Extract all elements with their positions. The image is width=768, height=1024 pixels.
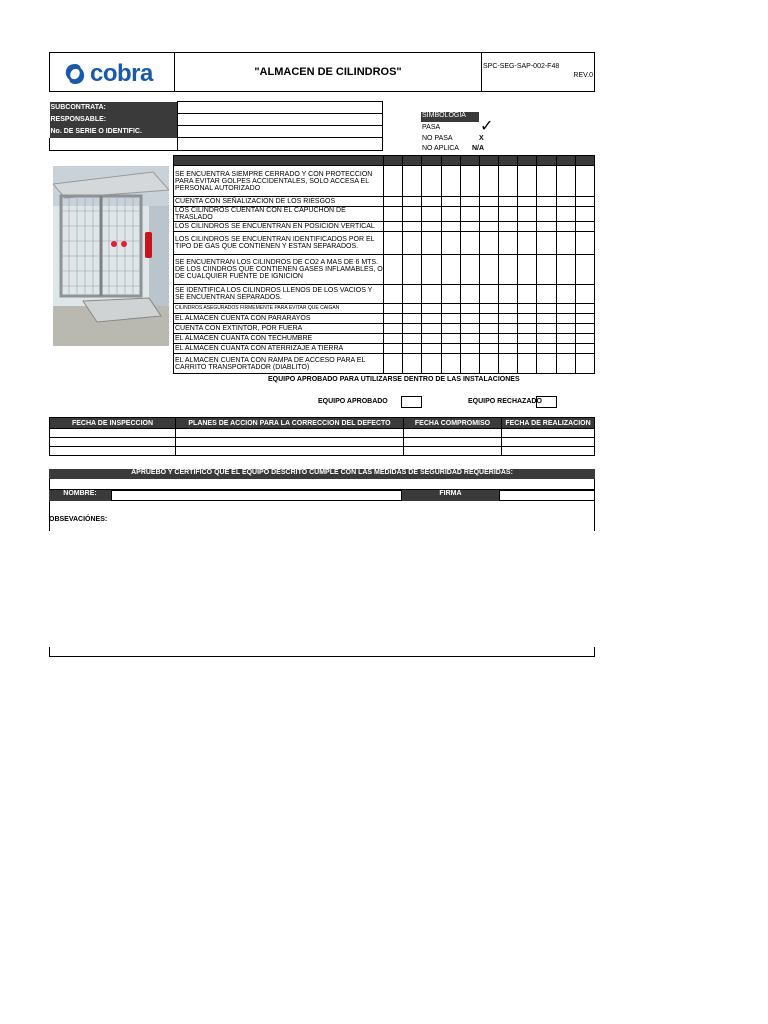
checklist-row [174, 334, 595, 344]
checklist-mark-cell[interactable] [556, 232, 575, 255]
col-fecha-compromiso: FECHA COMPROMISO [404, 418, 502, 429]
checklist-mark-cell[interactable] [422, 354, 441, 374]
checklist-mark-cell[interactable] [537, 334, 556, 344]
checklist-mark-cell[interactable] [384, 354, 403, 374]
legend-pasa: PASA [422, 124, 441, 131]
checklist-mark-cell[interactable] [384, 314, 403, 324]
checklist-mark-cell[interactable] [384, 197, 403, 207]
checklist-question: CILINDROS ASEGURADOS FIRMEMENTE PARA EVITAR QUE CAIGAN [174, 304, 384, 314]
checklist-mark-cell[interactable] [537, 344, 556, 354]
logo [50, 53, 175, 91]
checklist-mark-cell[interactable] [460, 354, 479, 374]
checklist-mark-cell[interactable] [479, 354, 498, 374]
observaciones-box[interactable] [49, 501, 595, 531]
checklist-mark-cell[interactable] [499, 354, 518, 374]
certify-statement: APRUEBO Y CERTIFICO QUE EL EQUIPO DESCRITO CUMPLE CON LAS MEDIDAS DE SEGURIDAD REQUERIDAS: [49, 469, 595, 479]
cell[interactable] [502, 438, 595, 447]
checklist-mark-cell[interactable] [422, 166, 441, 197]
checklist-header-cell [537, 156, 556, 166]
checklist-mark-cell[interactable] [403, 166, 422, 197]
checklist-mark-cell[interactable] [556, 222, 575, 232]
checklist-mark-cell[interactable] [537, 197, 556, 207]
checklist-mark-cell[interactable] [403, 304, 422, 314]
checklist-mark-cell[interactable] [422, 314, 441, 324]
checklist-mark-cell[interactable] [537, 222, 556, 232]
checklist-question: LOS CILINDROS CUENTAN CON EL CAPUCHON DE TRASLADO [174, 207, 384, 222]
cell[interactable] [50, 429, 176, 438]
checklist-mark-cell[interactable] [575, 304, 594, 314]
check-icon: ✓ [480, 118, 494, 135]
checklist-mark-cell[interactable] [556, 166, 575, 197]
checklist-mark-cell[interactable] [479, 344, 498, 354]
certify-blank-row [49, 479, 595, 490]
checklist-mark-cell[interactable] [575, 324, 594, 334]
checklist-mark-cell[interactable] [518, 324, 537, 334]
checklist-mark-cell[interactable] [499, 255, 518, 285]
checklist-header-cell [479, 156, 498, 166]
checklist-question: EL ALMACEN CUENTA CON RAMPA DE ACCESO PARA EL CARRITO TRANSPORTADOR (DIABLITO) [174, 354, 384, 374]
revision: REV.0 [573, 72, 593, 79]
legend-no-aplica-symbol: N/A [472, 145, 485, 152]
checklist-mark-cell[interactable] [460, 304, 479, 314]
checklist-mark-cell[interactable] [441, 285, 460, 304]
checklist-mark-cell[interactable] [518, 334, 537, 344]
checklist-mark-cell[interactable] [441, 344, 460, 354]
action-plan-table [49, 417, 595, 456]
cylinder-storage-photo [53, 166, 169, 346]
checklist-mark-cell[interactable] [460, 324, 479, 334]
checklist-mark-cell[interactable] [499, 222, 518, 232]
doc-code-box [481, 53, 594, 91]
checklist-mark-cell[interactable] [441, 304, 460, 314]
checklist-mark-cell[interactable] [479, 334, 498, 344]
checklist-mark-cell[interactable] [384, 285, 403, 304]
checklist-mark-cell[interactable] [422, 232, 441, 255]
blank-field[interactable] [177, 138, 383, 151]
checklist-mark-cell[interactable] [518, 344, 537, 354]
checklist-mark-cell[interactable] [479, 324, 498, 334]
checklist-header-cell [441, 156, 460, 166]
checklist-row [174, 304, 595, 314]
observaciones-label: OBSEVACIÓNES: [49, 516, 108, 523]
checklist-mark-cell[interactable] [537, 314, 556, 324]
checklist-mark-cell[interactable] [479, 314, 498, 324]
checklist-mark-cell[interactable] [575, 166, 594, 197]
checklist-mark-cell[interactable] [575, 232, 594, 255]
checklist-mark-cell[interactable] [556, 314, 575, 324]
checklist-mark-cell[interactable] [403, 334, 422, 344]
checklist-row [174, 285, 595, 304]
company-name: cobra [90, 60, 153, 87]
checklist-mark-cell[interactable] [518, 314, 537, 324]
checklist-mark-cell[interactable] [499, 314, 518, 324]
firma-field[interactable] [499, 490, 595, 501]
serie-label: No. DE SERIE O IDENTIFIC. [50, 126, 178, 138]
checklist-mark-cell[interactable] [556, 304, 575, 314]
checklist-mark-cell[interactable] [575, 285, 594, 304]
checklist-mark-cell[interactable] [384, 255, 403, 285]
checklist-mark-cell[interactable] [403, 222, 422, 232]
legend-no-pasa: NO PASA [422, 135, 453, 142]
checklist-mark-cell[interactable] [441, 232, 460, 255]
checklist-question: EL ALMACEN CUANTA CON ATERRIZAJE A TIERRA [174, 344, 384, 354]
checklist-mark-cell[interactable] [403, 285, 422, 304]
col-fecha-inspeccion: FECHA DE INSPECCION [50, 418, 176, 429]
checklist-mark-cell[interactable] [422, 197, 441, 207]
checklist-mark-cell[interactable] [403, 197, 422, 207]
checklist-mark-cell[interactable] [422, 207, 441, 222]
checklist-mark-cell[interactable] [518, 285, 537, 304]
checklist-mark-cell[interactable] [518, 232, 537, 255]
checklist-mark-cell[interactable] [556, 207, 575, 222]
checklist-header-cell [460, 156, 479, 166]
checklist-mark-cell[interactable] [403, 344, 422, 354]
checklist-mark-cell[interactable] [537, 324, 556, 334]
checklist-mark-cell[interactable] [537, 166, 556, 197]
checklist-row [174, 166, 595, 197]
checklist-mark-cell[interactable] [575, 197, 594, 207]
checklist-header-cell [575, 156, 594, 166]
checklist-header-cell [174, 156, 384, 166]
checklist-mark-cell[interactable] [499, 304, 518, 314]
checklist-header-cell [518, 156, 537, 166]
legend-title: SIMBOLOGIA [421, 112, 479, 122]
checklist-question: SE IDENTIFICA LOS CILINDROS LLENOS DE LOS VACIOS Y SE ENCUENTRAN SEPARADOS. [174, 285, 384, 304]
rejected-checkbox[interactable] [536, 396, 557, 408]
checklist-mark-cell[interactable] [518, 222, 537, 232]
checklist-mark-cell[interactable] [384, 334, 403, 344]
nombre-label: NOMBRE: [49, 490, 111, 501]
checklist-mark-cell[interactable] [403, 354, 422, 374]
checklist-mark-cell[interactable] [441, 207, 460, 222]
nombre-field[interactable] [111, 490, 402, 501]
checklist-mark-cell[interactable] [422, 304, 441, 314]
checklist-mark-cell[interactable] [499, 334, 518, 344]
checklist-mark-cell[interactable] [460, 285, 479, 304]
checklist-mark-cell[interactable] [441, 166, 460, 197]
subcontrata-label: SUBCONTRATA: [50, 102, 178, 114]
legend-no-pasa-symbol: X [479, 135, 484, 142]
checklist-mark-cell[interactable] [384, 232, 403, 255]
approval-heading: EQUIPO APROBADO PARA UTILIZARSE DENTRO DE LAS INSTALACIONES [268, 376, 520, 383]
form-header [49, 52, 595, 92]
checklist-mark-cell[interactable] [422, 324, 441, 334]
checklist-row [174, 207, 595, 222]
checklist-mark-cell[interactable] [403, 314, 422, 324]
checklist-mark-cell[interactable] [460, 197, 479, 207]
cell[interactable] [404, 438, 502, 447]
table-row [50, 438, 595, 447]
checklist-mark-cell[interactable] [518, 166, 537, 197]
checklist-mark-cell[interactable] [575, 222, 594, 232]
checklist-mark-cell[interactable] [441, 324, 460, 334]
checklist-mark-cell[interactable] [499, 166, 518, 197]
checklist-question: EL ALMACEN CUENTA CON PARARAYOS [174, 314, 384, 324]
checklist-mark-cell[interactable] [575, 334, 594, 344]
checklist-mark-cell[interactable] [575, 344, 594, 354]
checklist-mark-cell[interactable] [556, 344, 575, 354]
checklist-row [174, 354, 595, 374]
checklist-mark-cell[interactable] [499, 285, 518, 304]
checklist-mark-cell[interactable] [479, 304, 498, 314]
checklist-mark-cell[interactable] [537, 354, 556, 374]
checklist-mark-cell[interactable] [575, 207, 594, 222]
checklist-mark-cell[interactable] [537, 255, 556, 285]
checklist-mark-cell[interactable] [556, 285, 575, 304]
checklist-mark-cell[interactable] [441, 222, 460, 232]
checklist-mark-cell[interactable] [556, 255, 575, 285]
checklist-mark-cell[interactable] [499, 324, 518, 334]
firma-label: FIRMA [402, 490, 499, 501]
blank-cell [50, 138, 178, 151]
checklist-row [174, 197, 595, 207]
col-planes-accion: PLANES DE ACCION PARA LA CORRECCION DEL DEFECTO [176, 418, 404, 429]
checklist-mark-cell[interactable] [556, 354, 575, 374]
checklist-mark-cell[interactable] [441, 334, 460, 344]
checklist-mark-cell[interactable] [460, 166, 479, 197]
checklist-mark-cell[interactable] [460, 314, 479, 324]
info-fields [49, 101, 383, 151]
rejected-label: EQUIPO RECHAZADO [468, 398, 542, 405]
checklist-question: CUENTA CON EXTINTOR, POR FUERA [174, 324, 384, 334]
doc-code: SPC-SEG-SAP-002-F48 [483, 63, 560, 70]
cell[interactable] [176, 447, 404, 456]
checklist-row [174, 222, 595, 232]
checklist-row [174, 255, 595, 285]
checklist-mark-cell[interactable] [460, 222, 479, 232]
table-row [50, 429, 595, 438]
checklist-mark-cell[interactable] [460, 344, 479, 354]
checklist-table [173, 155, 595, 374]
checklist-question: SE ENCUENTRA SIEMPRE CERRADO Y CON PROTECCION PARA EVITAR GOLPES ACCIDENTALES, SOLO ACCESA EL PERSONAL AUTORIZADO [174, 166, 384, 197]
checklist-mark-cell[interactable] [460, 334, 479, 344]
checklist-mark-cell[interactable] [518, 207, 537, 222]
col-fecha-realizacion: FECHA DE REALIZACION [502, 418, 595, 429]
checklist-mark-cell[interactable] [422, 222, 441, 232]
checklist-mark-cell[interactable] [403, 255, 422, 285]
subcontrata-field[interactable] [177, 102, 383, 114]
checklist-header-row [174, 156, 595, 166]
checklist-mark-cell[interactable] [403, 207, 422, 222]
checklist-mark-cell[interactable] [537, 285, 556, 304]
checklist-mark-cell[interactable] [518, 354, 537, 374]
checklist-row [174, 324, 595, 334]
checklist-mark-cell[interactable] [479, 232, 498, 255]
footer-line [49, 647, 595, 657]
cell[interactable] [404, 429, 502, 438]
checklist-mark-cell[interactable] [460, 255, 479, 285]
checklist-mark-cell[interactable] [537, 207, 556, 222]
cell[interactable] [502, 447, 595, 456]
checklist-header-cell [403, 156, 422, 166]
checklist-mark-cell[interactable] [518, 197, 537, 207]
checklist-header-cell [384, 156, 403, 166]
cell[interactable] [50, 447, 176, 456]
checklist-mark-cell[interactable] [556, 334, 575, 344]
checklist-mark-cell[interactable] [479, 255, 498, 285]
checklist-mark-cell[interactable] [441, 314, 460, 324]
checklist-mark-cell[interactable] [479, 207, 498, 222]
checklist-mark-cell[interactable] [384, 344, 403, 354]
checklist-mark-cell[interactable] [575, 354, 594, 374]
checklist-mark-cell[interactable] [518, 255, 537, 285]
checklist-mark-cell[interactable] [479, 222, 498, 232]
checklist-mark-cell[interactable] [441, 197, 460, 207]
checklist-header-cell [556, 156, 575, 166]
checklist-question: EL ALMACEN CUANTA CON TECHUMBRE [174, 334, 384, 344]
approved-label: EQUIPO APROBADO [318, 398, 388, 405]
checklist-mark-cell[interactable] [460, 207, 479, 222]
checklist-mark-cell[interactable] [422, 344, 441, 354]
checklist-header-cell [499, 156, 518, 166]
checklist-mark-cell[interactable] [575, 255, 594, 285]
checklist-mark-cell[interactable] [441, 255, 460, 285]
cobra-logo-icon [62, 62, 88, 86]
checklist-row [174, 232, 595, 255]
checklist-mark-cell[interactable] [403, 324, 422, 334]
checklist-mark-cell[interactable] [384, 304, 403, 314]
checklist-mark-cell[interactable] [499, 197, 518, 207]
checklist-mark-cell[interactable] [403, 232, 422, 255]
checklist-row [174, 344, 595, 354]
cell[interactable] [404, 447, 502, 456]
checklist-mark-cell[interactable] [499, 232, 518, 255]
cell[interactable] [50, 438, 176, 447]
serie-field[interactable] [177, 126, 383, 138]
checklist-mark-cell[interactable] [556, 197, 575, 207]
checklist-row [174, 314, 595, 324]
checklist-mark-cell[interactable] [422, 285, 441, 304]
checklist-question: LOS CILINDROS SE ENCUENTRAN EN POSICION VERTICAL [174, 222, 384, 232]
page-title: "ALMACEN DE CILINDROS" [254, 66, 402, 78]
checklist-mark-cell[interactable] [422, 255, 441, 285]
checklist-question: LOS CILINDROS SE ENCUENTRAN IDENTIFICADOS POR EL TIPO DE GAS QUE CONTIENEN Y ESTAN SEPARADOS. [174, 232, 384, 255]
checklist-mark-cell[interactable] [384, 207, 403, 222]
cell[interactable] [502, 429, 595, 438]
checklist-mark-cell[interactable] [479, 197, 498, 207]
cell[interactable] [176, 429, 404, 438]
checklist-mark-cell[interactable] [537, 232, 556, 255]
cell[interactable] [176, 438, 404, 447]
table-row [50, 447, 595, 456]
checklist-mark-cell[interactable] [556, 324, 575, 334]
checklist-question: SE ENCUENTRAN LOS CILINDROS DE CO2 A MAS DE 6 MTS. DE LOS CIINDROS QUE CONTIENEN GASES INFLAMABLES, O DE CUALQUIER FUENTE DE IGNICION [174, 255, 384, 285]
checklist-mark-cell[interactable] [518, 304, 537, 314]
approved-checkbox[interactable] [401, 396, 422, 408]
checklist-mark-cell[interactable] [479, 166, 498, 197]
checklist-mark-cell[interactable] [384, 324, 403, 334]
checklist-mark-cell[interactable] [441, 354, 460, 374]
checklist-mark-cell[interactable] [460, 232, 479, 255]
checklist-mark-cell[interactable] [384, 166, 403, 197]
checklist-mark-cell[interactable] [575, 314, 594, 324]
checklist-mark-cell[interactable] [537, 304, 556, 314]
checklist-question: CUENTA CON SEÑALIZACION DE LOS RIESGOS [174, 197, 384, 207]
checklist-header-cell [422, 156, 441, 166]
checklist-mark-cell[interactable] [422, 334, 441, 344]
checklist-mark-cell[interactable] [499, 344, 518, 354]
checklist-mark-cell[interactable] [499, 207, 518, 222]
legend-no-aplica: NO APLICA [422, 145, 459, 152]
responsable-label: RESPONSABLE: [50, 114, 178, 126]
checklist-mark-cell[interactable] [384, 222, 403, 232]
checklist-mark-cell[interactable] [479, 285, 498, 304]
responsable-field[interactable] [177, 114, 383, 126]
